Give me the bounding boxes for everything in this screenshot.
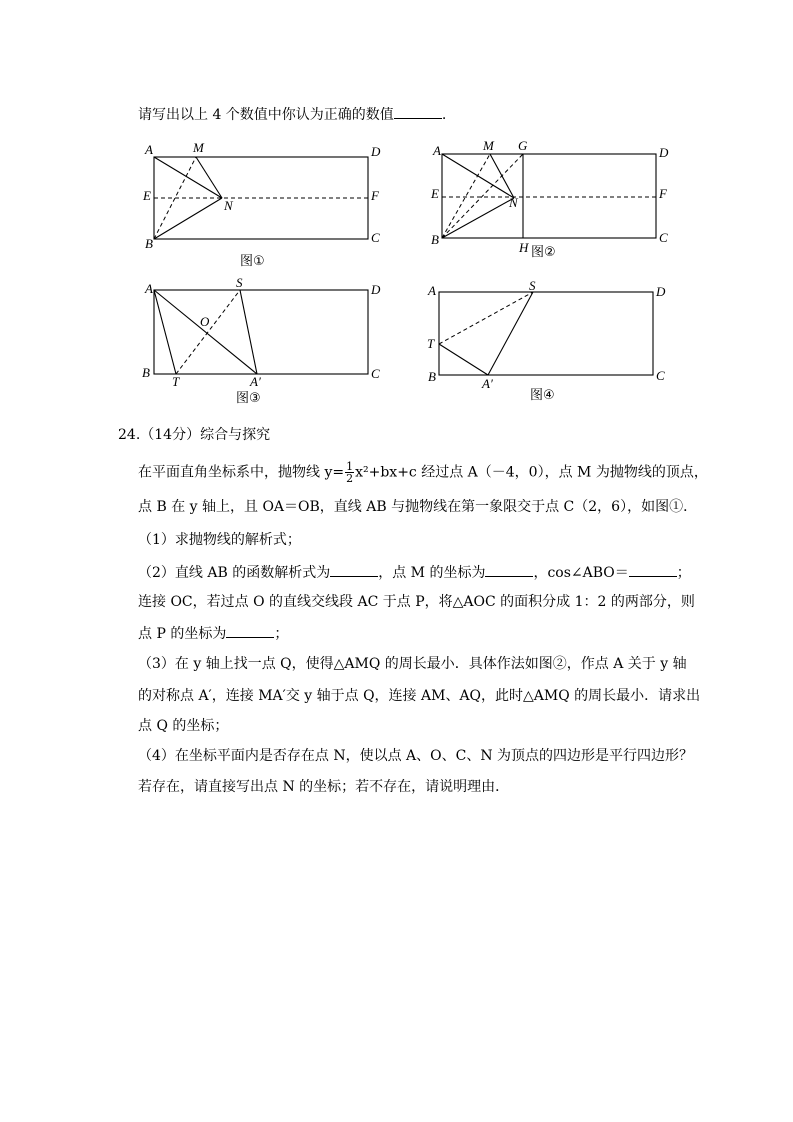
fig1-caption: 图① (240, 254, 265, 269)
problem-24-intro-line1 (138, 461, 708, 484)
fig3-label-d: D (371, 282, 381, 297)
fig2-label-b: B (431, 232, 439, 247)
fig2-label-m: M (483, 138, 494, 153)
q2-text-a: （2）直线 AB 的函数解析式为 (138, 565, 331, 581)
q2-text-b: ，点 M 的坐标为 (378, 565, 486, 581)
fig3-label-a: A (145, 281, 153, 296)
fig1-label-f: F (371, 188, 379, 203)
fig1-label-a: A (145, 142, 153, 157)
figure-4 (426, 278, 676, 408)
fig2-segment-bn (442, 198, 514, 238)
q2-line3-text: 点 P 的坐标为 (138, 626, 227, 642)
fraction-numerator: 1 (346, 460, 354, 473)
fig4-segment-ta (439, 344, 488, 375)
top-question-end: . (441, 107, 447, 123)
fig3-label-o: O (200, 314, 210, 329)
fig3-label-b: B (142, 365, 150, 380)
fig4-label-b: B (428, 369, 436, 384)
fig2-label-g: G (518, 138, 528, 153)
fraction-half (345, 461, 354, 484)
fig2-label-d: D (659, 145, 669, 160)
question-4-line2: 若存在，请直接写出点 N 的坐标；若不存在，请说明理由． (138, 779, 510, 795)
fig3-label-a-prime: A′ (250, 374, 261, 389)
fig4-rectangle (439, 292, 653, 375)
question-1: （1）求抛物线的解析式； (138, 532, 301, 548)
fig4-label-a: A (428, 283, 436, 298)
cos-abo-blank[interactable] (629, 561, 677, 577)
question-2-line3 (138, 622, 288, 644)
question-4-line1: （4）在坐标平面内是否存在点 N，使以点 A、O、C、N 为顶点的四边形是平行四边形？ (138, 748, 694, 764)
problem-24-header: 24.（14分）综合与探究 (118, 427, 271, 443)
fig1-label-n: N (224, 198, 233, 213)
fig2-label-h: H (519, 240, 529, 255)
fig4-caption: 图④ (530, 388, 555, 403)
fig3-caption: 图③ (236, 391, 261, 406)
fig2-label-a: A (433, 143, 441, 158)
fig3-label-c: C (371, 366, 380, 381)
fig1-label-m: M (193, 140, 204, 155)
fig1-label-c: C (371, 230, 380, 245)
fig2-caption: 图② (531, 245, 556, 260)
fig1-label-e: E (143, 188, 151, 203)
fig3-segment-sa (240, 290, 257, 374)
point-p-blank[interactable] (226, 622, 274, 638)
fig3-label-s: S (236, 275, 243, 290)
figure-3 (140, 275, 390, 407)
fig1-label-d: D (371, 144, 381, 159)
fig4-label-s: S (529, 278, 536, 293)
q2-text-c: ，cos∠ABO＝ (533, 565, 629, 581)
question-2-line1 (138, 561, 691, 583)
point-m-blank[interactable] (485, 561, 533, 577)
question-3-line1: （3）在 y 轴上找一点 Q，使得△AMQ 的周长最小．具体作法如图②，作点 A 关于 y 轴 (138, 656, 687, 672)
fig3-segment-at (154, 290, 176, 374)
fig4-label-t: T (427, 336, 435, 351)
fig2-label-f: F (659, 186, 667, 201)
fig1-segment-mn (196, 157, 222, 198)
answer-blank[interactable] (394, 103, 442, 119)
fig2-label-c: C (659, 230, 668, 245)
intro-text-a: 在平面直角坐标系中，抛物线 y= (138, 464, 345, 481)
fig3-segment-aa (154, 290, 257, 374)
line-ab-blank[interactable] (330, 561, 378, 577)
question-3-line2: 的对称点 A′，连接 MA′交 y 轴于点 Q，连接 AM、AQ，此时△AMQ 的周长最小．请求出 (138, 688, 701, 704)
fig2-rectangle (442, 154, 656, 238)
fig4-label-d: D (656, 284, 666, 299)
fig4-label-a-prime: A′ (482, 376, 493, 391)
fraction-denominator: 2 (346, 472, 354, 485)
fig1-segment-an (154, 157, 222, 198)
intro-text-b: x²+bx+c 经过点 A（－4，0），点 M 为抛物线的顶点， (355, 464, 708, 481)
fig2-label-n: N (509, 195, 518, 210)
q2-line3-end: ； (274, 626, 289, 642)
fig4-segment-as (488, 292, 533, 375)
fig4-label-c: C (656, 368, 665, 383)
question-3-line3: 点 Q 的坐标； (138, 718, 229, 734)
question-2-line2: 连接 OC，若过点 O 的直线交线段 AC 于点 P，将△AOC 的面积分成 1：2 的两部分，则 (138, 594, 695, 610)
fig1-label-b: B (145, 236, 153, 251)
problem-24-intro-line2: 点 B 在 y 轴上，且 OA＝OB，直线 AB 与抛物线在第一象限交于点 C（2，6），如图①． (138, 499, 698, 515)
top-question-text: 请写出以上 4 个数值中你认为正确的数值 (138, 107, 394, 123)
fig2-label-e: E (431, 186, 439, 201)
fig3-segment-ts (176, 290, 240, 374)
top-question (138, 103, 446, 125)
fig3-label-t: T (172, 374, 180, 389)
figure-2 (428, 138, 678, 263)
figure-1 (140, 138, 390, 273)
q2-text-d: ； (676, 565, 691, 581)
